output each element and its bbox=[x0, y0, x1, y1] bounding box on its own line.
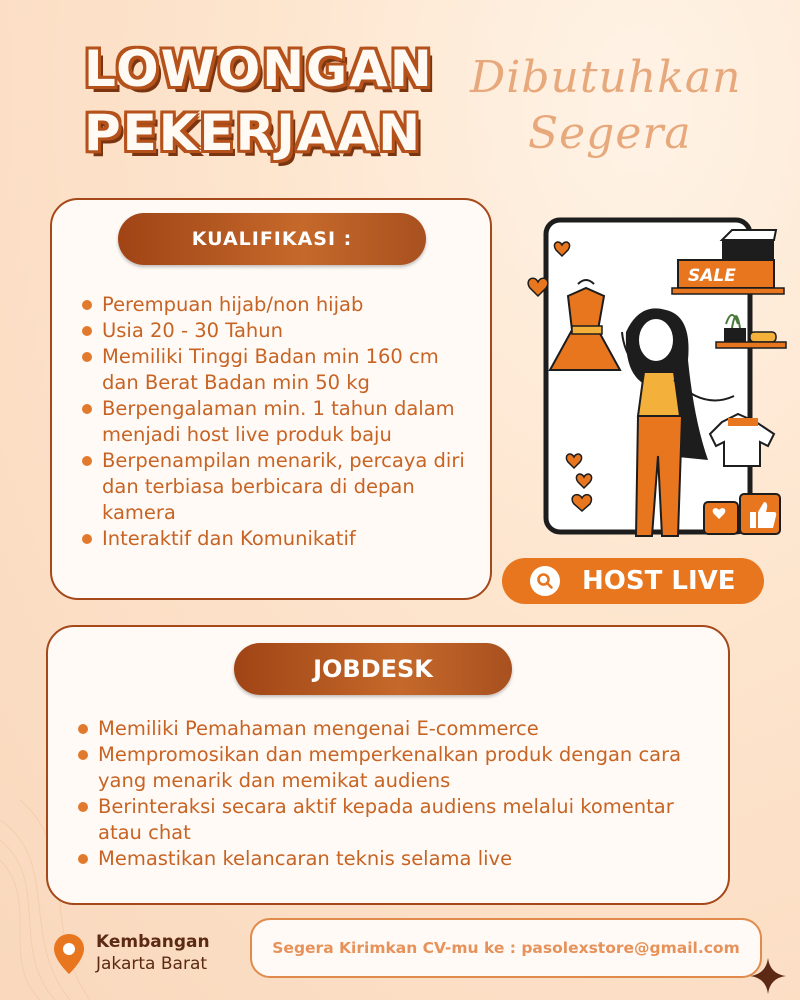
title-line-2: PEKERJAAN bbox=[84, 104, 423, 162]
location-city: Jakarta Barat bbox=[96, 954, 208, 974]
list-item-text: Interaktif dan Komunikatif bbox=[102, 527, 356, 550]
list-item-text: Perempuan hijab/non hijab bbox=[102, 293, 364, 316]
title-line-1: LOWONGAN bbox=[84, 40, 434, 98]
bullet-icon bbox=[82, 534, 92, 544]
list-item-text: Berpenampilan menarik, percaya diri dan terbiasa berbicara di depan kamera bbox=[102, 449, 465, 524]
location-block bbox=[52, 932, 232, 982]
bullet-icon bbox=[82, 404, 92, 414]
bullet-icon bbox=[82, 456, 92, 466]
bullet-icon bbox=[82, 326, 92, 336]
clapperboard-icon bbox=[722, 230, 776, 260]
bullet-icon bbox=[82, 300, 92, 310]
bullet-icon bbox=[82, 352, 92, 362]
search-icon bbox=[536, 572, 554, 590]
script-heading-2: Segera bbox=[528, 108, 692, 159]
kualifikasi-list bbox=[80, 292, 480, 552]
list-item bbox=[76, 742, 716, 794]
host-live-button[interactable] bbox=[502, 558, 764, 604]
list-item bbox=[80, 448, 480, 526]
location-district: Kembangan bbox=[96, 932, 210, 952]
list-item-text: Berpengalaman min. 1 tahun dalam menjadi host live produk baju bbox=[102, 397, 455, 446]
jobdesk-list bbox=[76, 716, 716, 872]
bullet-icon bbox=[78, 854, 88, 864]
list-item bbox=[80, 526, 480, 552]
list-item bbox=[80, 344, 480, 396]
list-item bbox=[80, 292, 480, 318]
list-item bbox=[76, 846, 716, 872]
list-item bbox=[76, 716, 716, 742]
kualifikasi-heading: KUALIFIKASI : bbox=[118, 213, 426, 265]
sale-tag: SALE bbox=[688, 266, 736, 286]
list-item bbox=[80, 396, 480, 448]
bullet-icon bbox=[78, 724, 88, 734]
send-cv-info: Segera Kirimkan CV-mu ke : pasolexstore@gmail.com bbox=[250, 918, 762, 978]
jobdesk-heading: JOBDESK bbox=[234, 643, 512, 695]
location-pin-icon bbox=[52, 932, 86, 976]
list-item-text: Memiliki Tinggi Badan min 160 cm dan Berat Badan min 50 kg bbox=[102, 345, 439, 394]
list-item-text: Mempromosikan dan memperkenalkan produk dengan cara yang menarik dan memikat audiens bbox=[98, 743, 682, 792]
list-item bbox=[80, 318, 480, 344]
list-item-text: Berinteraksi secara aktif kepada audiens melalui komentar atau chat bbox=[98, 795, 674, 844]
host-live-label: HOST LIVE bbox=[582, 566, 736, 596]
script-heading-1: Dibutuhkan bbox=[470, 52, 742, 103]
bullet-icon bbox=[78, 802, 88, 812]
list-item-text: Memastikan kelancaran teknis selama live bbox=[98, 847, 513, 870]
list-item-text: Memiliki Pemahaman mengenai E-commerce bbox=[98, 717, 539, 740]
list-item bbox=[76, 794, 716, 846]
bullet-icon bbox=[78, 750, 88, 760]
list-item-text: Usia 20 - 30 Tahun bbox=[102, 319, 283, 342]
live-shopping-illustration bbox=[516, 212, 796, 552]
sparkle-icon bbox=[748, 956, 788, 996]
